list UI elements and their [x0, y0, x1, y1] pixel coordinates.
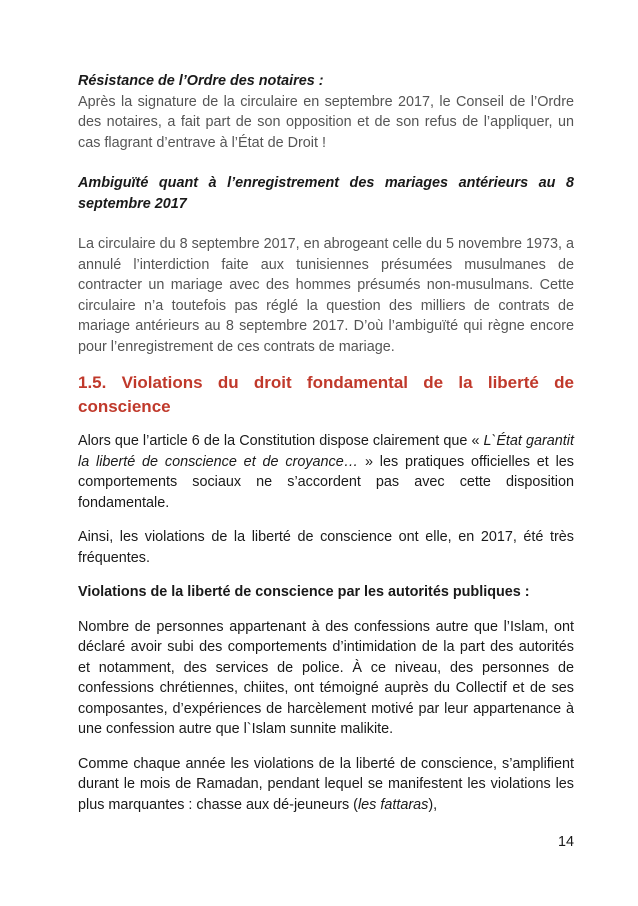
paragraph-notaires: Après la signature de la circulaire en septembre 2017, le Conseil de l’Ordre des notaires, a fait part de son opposition et de son refus de l’appliquer, un cas flagrant d’entrave à l’État de Droit !: [78, 93, 574, 151]
paragraph-constitution-end: » les pratiques officielles et les comportements sociaux ne s’accordent pas avec cette disposition fondamentale.: [78, 453, 574, 511]
paragraph-constitution-start: Alors que l’article 6 de la Constitution dispose clairement que «: [78, 433, 484, 449]
section-title-ambiguite: Ambiguïté quant à l’enregistrement des mariages antérieurs au 8 septembre 2017: [78, 175, 574, 212]
paragraph-ambiguite: La circulaire du 8 septembre 2017, en abrogeant celle du 5 novembre 1973, a annulé l’interdiction faite aux tunisiennes présumées musulmanes de contracter un mariage avec des hommes présumés non-musulmans. Cette circulaire n’a toutefois pas réglé la question des milliers de contrats de mariage antérieurs au 8 septembre 2017. D’où l’ambiguïté qui règne encore pour l’enregistrement de ces contrats de mariage.: [78, 236, 575, 355]
section-heading: 1.5. Violations du droit fondamental de la liberté de conscience: [78, 373, 574, 416]
constitution-quote: L`État garantit la liberté de conscience et de croyance…: [78, 433, 574, 470]
paragraph-intimidation: Nombre de personnes appartenant à des confessions autre que l’Islam, ont déclaré avoir subi des comportements d’intimidation de la part des autorités et notamment, des services de police. À ce niveau, des personnes de confessions chrétiennes, chiites, ont témoigné auprès du Collectif et de ses composantes, d’expériences de harcèlement motivé par leur appartenance à une confession autre que l`Islam sunnite malikite.: [78, 618, 574, 737]
paragraph-constitution: [78, 431, 574, 513]
section-title-notaires: Résistance de l’Ordre des notaires :: [78, 73, 324, 89]
paragraph-ramadan: [78, 754, 574, 816]
page-number: 14: [557, 834, 574, 850]
subheading-autorites: Violations de la liberté de conscience par les autorités publiques :: [78, 584, 530, 600]
fattaras-term: les fattaras: [357, 796, 429, 813]
page-content: [78, 71, 574, 815]
paragraph-frequence: Ainsi, les violations de la liberté de conscience ont elle, en 2017, été très fréquentes.: [78, 529, 574, 566]
paragraph-ramadan-end: ),: [428, 796, 438, 813]
paragraph-ramadan-start: Comme chaque année les violations de la liberté de conscience, s’amplifient durant le mois de Ramadan, pendant lequel se manifestent les violations les plus marquantes : chasse aux dé-jeuneurs (: [78, 755, 574, 813]
